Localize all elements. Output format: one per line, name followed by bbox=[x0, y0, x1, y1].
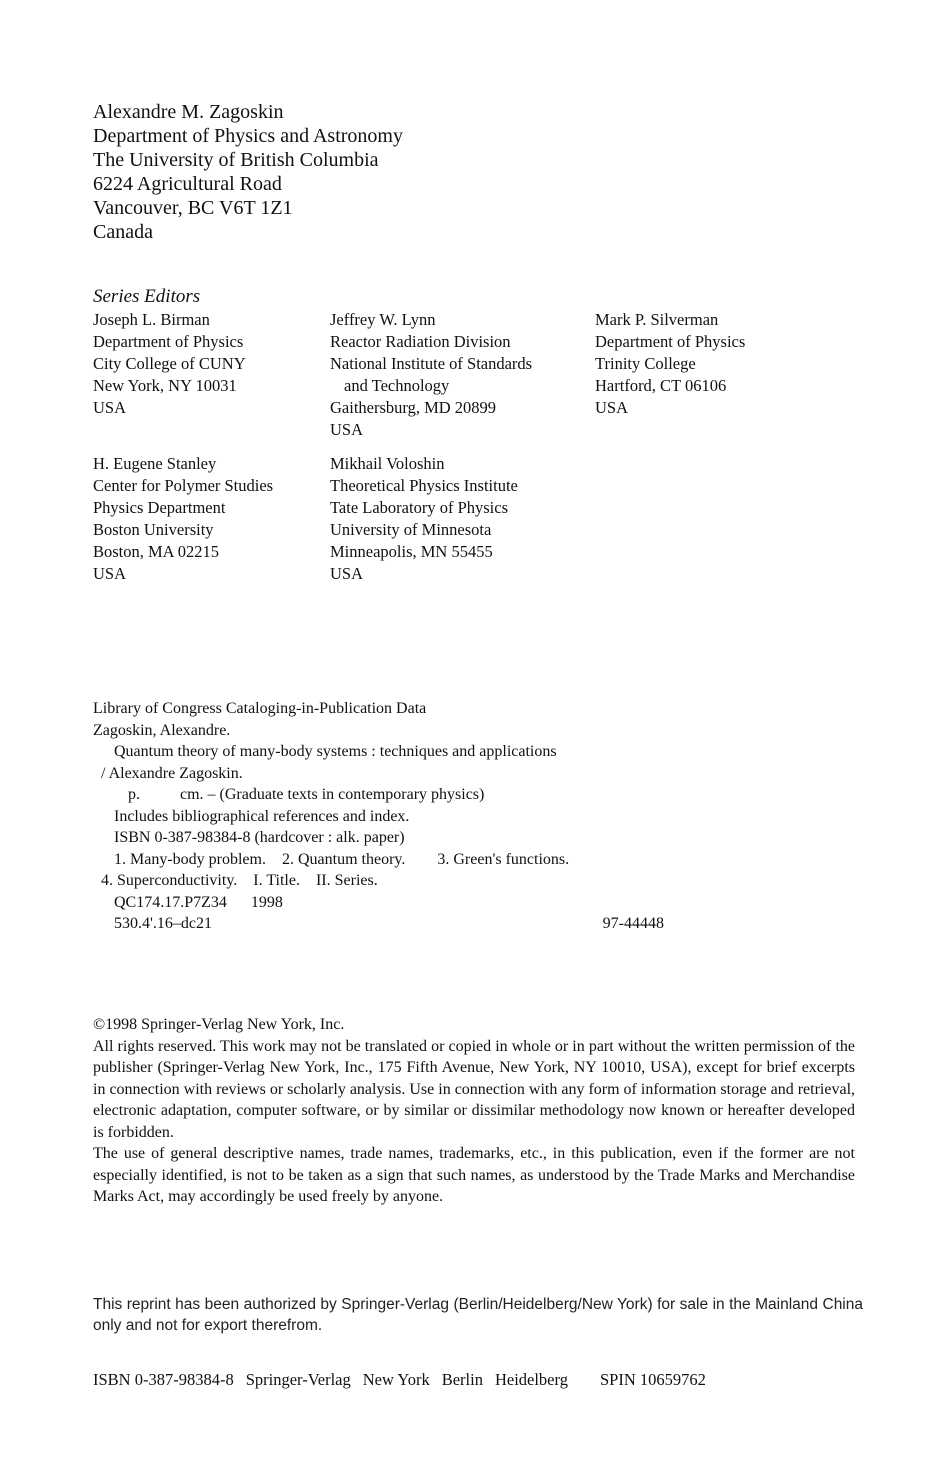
cip-dewey-row bbox=[93, 913, 664, 935]
editor-country: USA bbox=[93, 564, 127, 583]
editor-affiliation: University of Minnesota bbox=[330, 520, 492, 539]
author-street: 6224 Agricultural Road bbox=[93, 173, 282, 195]
editor-silverman bbox=[595, 309, 745, 419]
footer-isbn-line bbox=[93, 1369, 718, 1391]
cip-title: Quantum theory of many-body systems : techniques and applications bbox=[114, 743, 557, 760]
cip-lc-class: QC174.17.P7Z34 bbox=[114, 893, 227, 911]
cip-lccn: 97-44448 bbox=[602, 915, 664, 932]
cip-subjects-1 bbox=[93, 849, 664, 871]
editor-country: USA bbox=[93, 398, 127, 417]
editor-name: Mark P. Silverman bbox=[595, 310, 719, 329]
cip-p: p. bbox=[128, 786, 140, 803]
reprint-notice bbox=[93, 1294, 863, 1336]
editor-affiliation: Theoretical Physics Institute bbox=[330, 476, 518, 495]
cip-lc-year: 1998 bbox=[250, 893, 283, 911]
author-university: The University of British Columbia bbox=[93, 149, 379, 171]
editor-city: Boston, MA 02215 bbox=[93, 542, 220, 561]
cip-heading: Library of Congress Cataloging-in-Publication Data bbox=[93, 700, 427, 717]
footer-city: Heidelberg bbox=[494, 1370, 568, 1389]
editor-affiliation: Tate Laboratory of Physics bbox=[330, 498, 509, 517]
editor-stanley bbox=[93, 453, 273, 585]
editor-affiliation: Center for Polymer Studies bbox=[93, 476, 274, 495]
editor-country: USA bbox=[595, 398, 629, 417]
editor-city: New York, NY 10031 bbox=[93, 376, 237, 395]
editor-affiliation: Physics Department bbox=[93, 498, 226, 517]
cip-name: Zagoskin, Alexandre. bbox=[93, 721, 231, 739]
editor-affiliation: Department of Physics bbox=[595, 332, 746, 351]
reprint-text: This reprint has been authorized by Springer-Verlag (Berlin/Heidelberg/New York) for sale in the Mainland China only and not for export therefrom. bbox=[93, 1296, 863, 1334]
editor-affiliation: National Institute of Standards bbox=[330, 354, 533, 373]
editor-city: Minneapolis, MN 55455 bbox=[330, 542, 493, 561]
editor-affiliation: and Technology bbox=[344, 376, 450, 395]
editor-affiliation: Reactor Radiation Division bbox=[330, 332, 511, 351]
author-country: Canada bbox=[93, 221, 153, 243]
editor-name: Jeffrey W. Lynn bbox=[330, 310, 436, 329]
footer-city: New York bbox=[362, 1370, 430, 1389]
editor-affiliation: City College of CUNY bbox=[93, 354, 246, 373]
author-name: Alexandre M. Zagoskin bbox=[93, 101, 284, 123]
editor-name: Joseph L. Birman bbox=[93, 310, 210, 329]
editor-city: Hartford, CT 06106 bbox=[595, 376, 727, 395]
copyright-notice bbox=[93, 1014, 855, 1208]
editor-lynn bbox=[330, 309, 532, 441]
cip-author-statement: / Alexandre Zagoskin. bbox=[101, 764, 243, 782]
series-editors-heading: Series Editors bbox=[93, 286, 201, 307]
cip-cm-series: cm. – (Graduate texts in contemporary physics) bbox=[180, 786, 485, 803]
cip-subject: II. Series. bbox=[315, 872, 378, 889]
cip-bibliography: Includes bibliographical references and index. bbox=[114, 807, 410, 825]
footer-city: Berlin bbox=[441, 1370, 483, 1389]
cip-data bbox=[93, 698, 664, 935]
cip-physical bbox=[93, 784, 664, 806]
rights-paragraph: All rights reserved. This work may not be translated or copied in whole or in part without the written permission of the publisher (Springer-Verlag New York, Inc., 175 Fifth Avenue, New York, NY 10010, USA), except for brief excerpts in connection with reviews or scholarly analysis. Use in connection with any form of information storage and retrieval, electronic adaptation, computer software, or by similar or dissimilar methodology now known or hereafter developed is forbidden. bbox=[93, 1037, 856, 1141]
cip-dewey: 530.4'.16–dc21 bbox=[114, 915, 212, 932]
editor-affiliation: Department of Physics bbox=[93, 332, 244, 351]
copyright-line: ©1998 Springer-Verlag New York, Inc. bbox=[93, 1016, 345, 1033]
cip-subject: 2. Quantum theory. bbox=[281, 850, 406, 868]
trademark-paragraph: The use of general descriptive names, trade names, trademarks, etc., in this publication, even if the former are not especially identified, is not to be taken as a sign that such names, as understood by the Trade Marks and Merchandise Marks Act, may accordingly be used freely by anyone. bbox=[93, 1145, 855, 1205]
cip-lc-call bbox=[93, 892, 664, 914]
author-department: Department of Physics and Astronomy bbox=[93, 125, 403, 147]
footer-spin: SPIN 10659762 bbox=[599, 1370, 706, 1389]
cip-subject: 3. Green's functions. bbox=[437, 850, 570, 868]
cip-subject: 1. Many-body problem. bbox=[114, 850, 266, 868]
editor-affiliation: Trinity College bbox=[595, 354, 696, 373]
footer-publisher: Springer-Verlag bbox=[245, 1370, 351, 1389]
cip-subjects-2 bbox=[93, 870, 664, 892]
editor-country: USA bbox=[330, 564, 364, 583]
editor-voloshin bbox=[330, 453, 518, 585]
editor-birman bbox=[93, 309, 246, 419]
editor-country: USA bbox=[330, 420, 364, 439]
cip-subject: 4. Superconductivity. bbox=[101, 872, 238, 889]
editor-name: H. Eugene Stanley bbox=[93, 454, 217, 473]
editor-name: Mikhail Voloshin bbox=[330, 454, 445, 473]
author-address bbox=[93, 100, 403, 244]
author-city: Vancouver, BC V6T 1Z1 bbox=[93, 197, 293, 219]
cip-isbn: ISBN 0-387-98384-8 (hardcover : alk. paper) bbox=[114, 829, 405, 846]
editor-city: Gaithersburg, MD 20899 bbox=[330, 398, 497, 417]
cip-subject: I. Title. bbox=[253, 872, 300, 889]
editor-affiliation: Boston University bbox=[93, 520, 214, 539]
footer-isbn: ISBN 0-387-98384-8 bbox=[93, 1370, 234, 1389]
